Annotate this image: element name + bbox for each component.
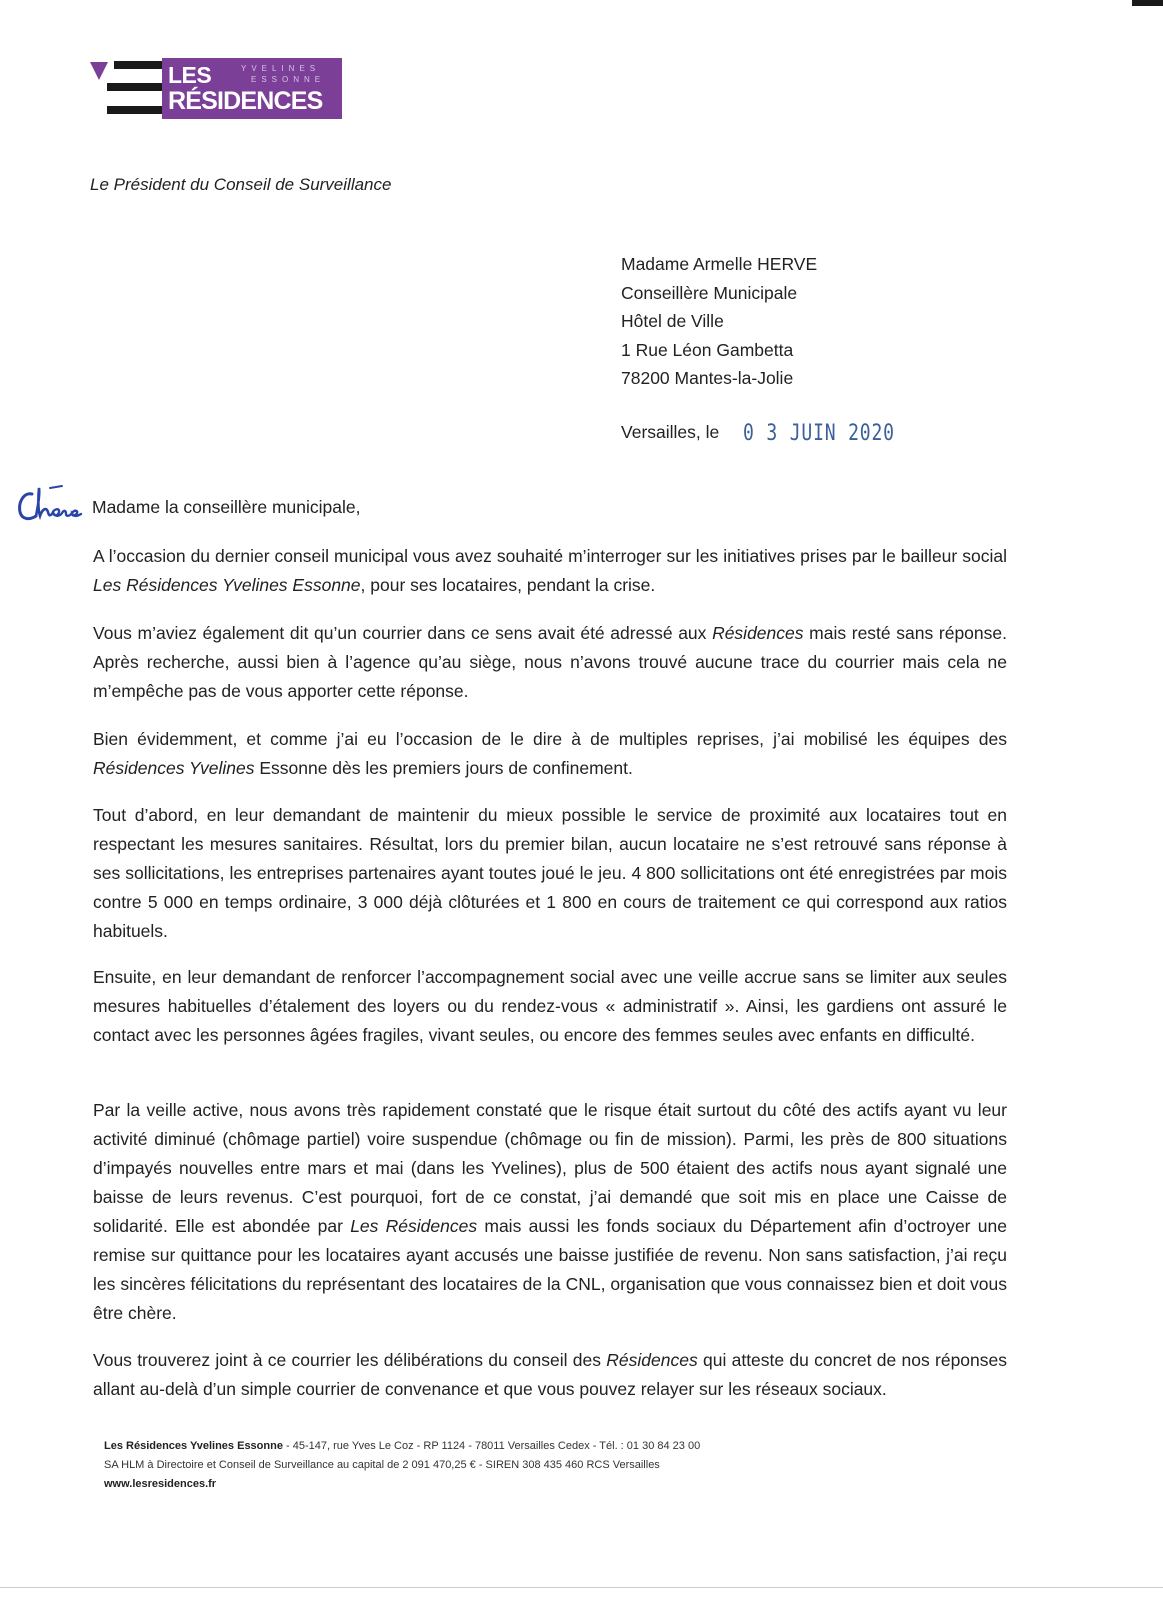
date-prefix: Versailles, le: [621, 422, 720, 442]
logo-text-yvelines: YVELINES: [241, 64, 321, 73]
paragraph-mobilisation: Bien évidemment, et comme j’ai eu l’occasion de le dire à de multiples reprises, j’ai mobilisé les équipes des Résidences Yvelines Essonne dès les premiers jours de confinement.: [93, 729, 1007, 778]
logo-bar-top: [114, 61, 162, 69]
recipient-city: 78200 Mantes-la-Jolie: [621, 368, 794, 388]
footer: [104, 1437, 700, 1494]
logo-text-essonne: ESSONNE: [251, 75, 326, 84]
italic-text: Les Résidences: [350, 1216, 478, 1236]
italic-text: Résidences: [712, 623, 804, 643]
recipient-street: 1 Rue Léon Gambetta: [621, 339, 794, 360]
paragraph-courrier: Vous m’aviez également dit qu’un courrier dans ce sens avait été adressé aux Résidences mais resté sans réponse. Après recherche, aussi bien à l’agence qu’au siège, nous n’avons trouvé aucune trace du courrier mais cela ne m’empêche pas de vous apporter cette réponse.: [93, 623, 1007, 701]
italic-text: Résidences: [606, 1350, 698, 1370]
paragraph-intro: A l’occasion du dernier conseil municipal vous avez souhaité m’interroger sur les initiatives prises par le bailleur social Les Résidences Yvelines Essonne, pour ses locataires, pendant la crise.: [93, 546, 1007, 595]
footer-address: - 45-147, rue Yves Le Coz - RP 1124 - 78011 Versailles Cedex - Tél. : 01 30 84 23 00: [282, 1440, 701, 1452]
logo-bar-middle: [107, 83, 162, 91]
recipient-role: Conseillère Municipale: [621, 282, 798, 303]
footer-legal: SA HLM à Directoire et Conseil de Surveillance au capital de 2 091 470,25 € - SIREN 308 435 460 RCS Versailles: [104, 1459, 660, 1471]
paragraph-conclusion: Vous trouverez joint à ce courrier les délibérations du conseil des Résidences qui atteste du concret de nos réponses allant au-delà d’un simple courrier de convenance et que vous pouvez relayer sur les réseaux sociaux.: [93, 1350, 1008, 1399]
salutation: Madame la conseillère municipale,: [92, 497, 361, 517]
scan-edge-mark: [1132, 0, 1163, 6]
footer-address-line: [104, 1437, 700, 1456]
logo-triangle-icon: [90, 62, 108, 80]
scan-bottom-line: [0, 1587, 1163, 1588]
paragraph-accompagnement: Ensuite, en leur demandant de renforcer l’accompagnement social avec une veille accrue sans se limiter aux seules mesures habituelles d’étalement des loyers ou du rendez-vous « administratif ». Ainsi, les gardiens ont assuré le contact avec les personnes âgées fragiles, vivant seules, ou encore des femmes seules avec enfants en difficulté.: [93, 967, 1007, 1045]
footer-company: Les Résidences Yvelines Essonne: [104, 1440, 283, 1452]
footer-website[interactable]: www.lesresidences.fr: [104, 1478, 217, 1490]
date-stamp: 0 3 JUIN 2020: [743, 421, 895, 446]
paragraph-solidarite: Par la veille active, nous avons très rapidement constaté que le risque était surtout du côté des actifs ayant vu leur activité diminué (chômage partiel) voire suspendue (chômage ou fin de mission). Parmi, les près de 800 situations d’impayés nouvelles entre mars et mai (dans les Yvelines), plus de 500 étaient des actifs nous ayant signalé une baisse de leurs revenus. C’est pourquoi, fort de ce constat, j’ai demandé que soit mis en place une Caisse de solidarité. Elle est abondée par Les Résidences mais aussi les fonds sociaux du Département afin d’octroyer une remise sur quittance pour les locataires ayant accusés une baisse justifiée de revenu. Non sans satisfaction, j’ai reçu les sincères félicitations du représentant des locataires de la CNL, organisation que vous connaissez bien et doit vous être chère.: [93, 1100, 1007, 1323]
recipient-name: Madame Armelle HERVE: [621, 254, 818, 274]
italic-text: Les Résidences Yvelines Essonne: [93, 575, 361, 595]
logo-text-residences: RÉSIDENCES: [168, 87, 323, 115]
company-logo: [90, 55, 342, 123]
handwritten-note: [14, 480, 84, 528]
logo-text-les: LES: [168, 62, 212, 88]
logo-bar-bottom: [107, 106, 162, 114]
sender-title: Le Président du Conseil de Surveillance: [90, 175, 392, 194]
italic-text: Résidences Yvelines: [93, 758, 255, 778]
recipient-building: Hôtel de Ville: [621, 311, 724, 331]
recipient-address: [621, 250, 817, 393]
paragraph-proximite: Tout d’abord, en leur demandant de maintenir du mieux possible le service de proximité aux locataires tout en respectant les mesures sanitaires. Résultat, lors du premier bilan, aucun locataire ne s’est retrouvé sans réponse à ses sollicitations, les entreprises partenaires ayant toutes joué le jeu. 4 800 sollicitations ont été enregistrées par mois contre 5 000 en temps ordinaire, 3 000 déjà clôturées et 1 800 en cours de traitement ce qui correspond aux ratios habituels.: [93, 805, 1007, 941]
